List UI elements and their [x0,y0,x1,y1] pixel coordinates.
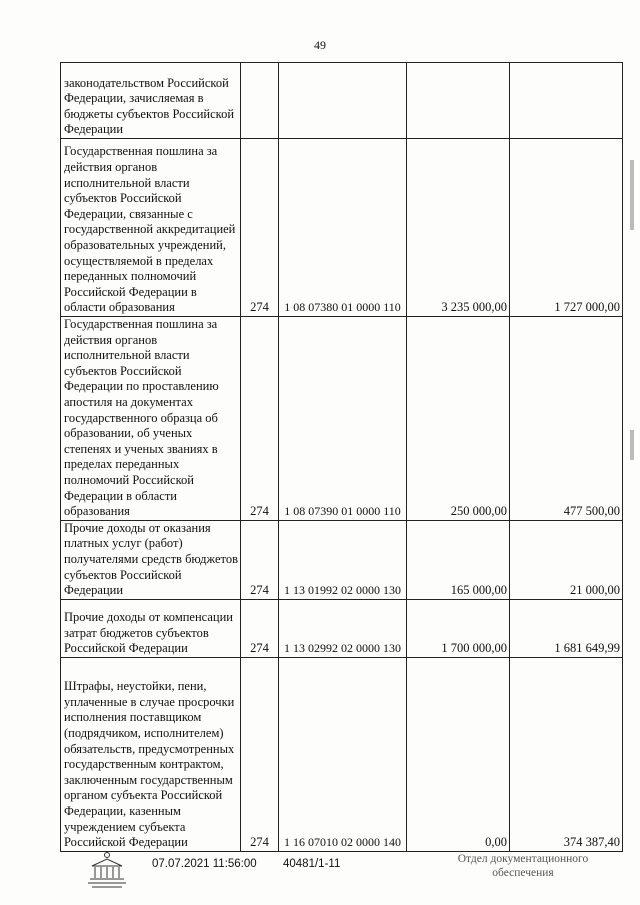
footer-datetime: 07.07.2021 11:56:00 [152,858,257,870]
registry-logo-icon [84,850,130,890]
kbk-code-cell: 1 16 07010 02 0000 140 [279,657,407,851]
plan-amount-cell: 250 000,00 [407,317,510,521]
actual-amount-cell: 374 387,40 [510,657,623,851]
footer-doc-number: 40481/1-11 [283,858,341,870]
plan-amount-cell: 165 000,00 [407,520,510,599]
income-name-cell: Прочие доходы от оказания платных услуг (работ) получателями средств бюджетов субъектов Российской Федерации [61,520,241,599]
department-stamp [448,852,598,880]
kbk-code-cell [279,63,407,139]
admin-code-cell: 274 [241,657,279,851]
stamp-line-2: обеспечения [492,867,554,879]
income-name-cell: Государственная пошлина за действия органов исполнительной власти субъектов Российской Федерации, связанные с государственной аккредитацией образовательных учреждений, осуществляемой в пределах переданных полномочий Российской Федерации в области образования [61,139,241,317]
table-row [61,520,623,599]
table-row [61,63,623,139]
kbk-code-cell: 1 08 07380 01 0000 110 [279,139,407,317]
actual-amount-cell: 21 000,00 [510,520,623,599]
kbk-code-cell: 1 13 01992 02 0000 130 [279,520,407,599]
actual-amount-cell: 1 681 649,99 [510,599,623,657]
admin-code-cell: 274 [241,599,279,657]
income-name-cell: Штрафы, неустойки, пени, уплаченные в случае просрочки исполнения поставщиком (подрядчиком, исполнителем) обязательств, предусмотренных государственным контрактом, заключенным государственным органом субъекта Российской Федерации, казенным учреждением субъекта Российской Федерации [61,657,241,851]
kbk-code-cell: 1 08 07390 01 0000 110 [279,317,407,521]
admin-code-cell: 274 [241,520,279,599]
table-row [61,599,623,657]
scan-margin-mark [630,160,634,230]
table-row [61,657,623,851]
table-row [61,317,623,521]
page-number: 49 [314,38,326,52]
admin-code-cell: 274 [241,317,279,521]
income-name-cell: Государственная пошлина за действия органов исполнительной власти субъектов Российской Федерации по проставлению апостиля на документах государственного образца об образовании, об ученых степенях и ученых званиях в пределах переданных полномочий Российской Федерации в области образования [61,317,241,521]
actual-amount-cell [510,63,623,139]
plan-amount-cell: 3 235 000,00 [407,139,510,317]
admin-code-cell: 274 [241,139,279,317]
plan-amount-cell [407,63,510,139]
income-name-cell: законодательством Российской Федерации, зачисляемая в бюджеты субъектов Российской Федерации [61,63,241,139]
actual-amount-cell: 477 500,00 [510,317,623,521]
kbk-code-cell: 1 13 02992 02 0000 130 [279,599,407,657]
revenue-table [60,62,623,852]
stamp-line-1: Отдел документационного [457,853,589,865]
scan-margin-mark [630,430,634,460]
page-footer [0,848,640,898]
plan-amount-cell: 1 700 000,00 [407,599,510,657]
actual-amount-cell: 1 727 000,00 [510,139,623,317]
plan-amount-cell: 0,00 [407,657,510,851]
income-name-cell: Прочие доходы от компенсации затрат бюджетов субъектов Российской Федерации [61,599,241,657]
admin-code-cell [241,63,279,139]
table-row [61,139,623,317]
